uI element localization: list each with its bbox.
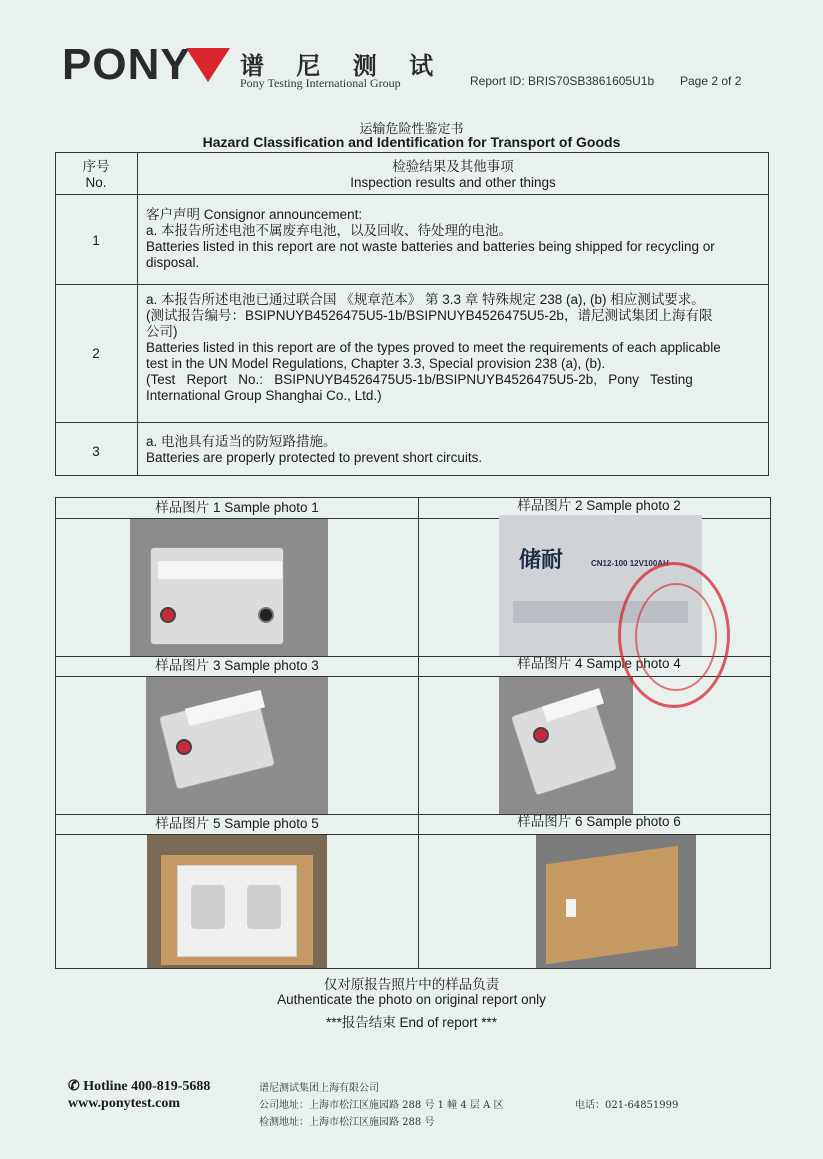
- row-line: a. 电池具有适当的防短路措施。: [146, 434, 337, 449]
- pony-logo-mark: [186, 48, 230, 82]
- photo-caption-1: 样品图片 1 Sample photo 1: [155, 500, 319, 515]
- positive-terminal-icon: [176, 739, 192, 755]
- photo-caption-4: 样品图片 4 Sample photo 4: [517, 656, 681, 671]
- row-number: 3: [92, 444, 100, 459]
- company-seal-inner-ring: [635, 583, 717, 691]
- header-results-en: Inspection results and other things: [350, 175, 556, 190]
- authentication-note-en: Authenticate the photo on original report only: [277, 992, 546, 1007]
- row-line: Batteries listed in this report are of the types proved to meet the requirements of each applicable: [146, 340, 721, 355]
- sample-photo-5: [147, 835, 327, 968]
- hotline-text: Hotline 400-819-5688: [83, 1079, 211, 1094]
- authentication-note-cn: 仅对原报告照片中的样品负责: [323, 977, 500, 992]
- row-line: 公司): [146, 324, 178, 339]
- header-no-en: No.: [85, 175, 107, 190]
- row-number: 2: [92, 346, 100, 361]
- tape-strip: [158, 561, 282, 579]
- grid-divider: [418, 498, 419, 968]
- phone-icon: ✆: [68, 1079, 84, 1094]
- document-title-cn: 运输危险性鉴定书: [359, 121, 464, 136]
- model-label: CN12-100 12V100AH: [591, 559, 669, 568]
- foam-cavity: [247, 885, 281, 929]
- row-line: (测试报告编号：BSIPNUYB4526475U5-1b/BSIPNUYB4526475U5-2b，谱尼测试集团上海有限: [146, 308, 713, 323]
- header-results-cn: 检验结果及其他事项: [392, 159, 514, 174]
- sample-photo-1: [130, 519, 328, 656]
- row-line: Batteries are properly protected to prevent short circuits.: [146, 450, 483, 465]
- logo-chinese-name: 谱 尼 测 试: [240, 51, 446, 80]
- foam-cavity: [191, 885, 225, 929]
- document-title-en: Hazard Classification and Identification for Transport of Goods: [202, 134, 621, 150]
- row-content: [146, 434, 763, 466]
- header-results: [138, 159, 768, 191]
- photo-caption-3: 样品图片 3 Sample photo 3: [155, 658, 319, 673]
- row-line: disposal.: [146, 255, 200, 270]
- brand-label: 储耐: [519, 548, 564, 573]
- row-line: test in the UN Model Regulations, Chapter 3.3, Special provision 238 (a), (b).: [146, 356, 606, 371]
- positive-terminal-icon: [160, 607, 176, 623]
- footer-phone: 电话：021-64851999: [575, 1100, 679, 1111]
- sample-photo-6: [536, 835, 696, 968]
- photo-caption-2: 样品图片 2 Sample photo 2: [517, 498, 681, 513]
- row-line: a. 本报告所述电池不属废弃电池，以及回收、待处理的电池。: [146, 223, 513, 238]
- row-line: (Test Report No.: BSIPNUYB4526475U5-1b/BSIPNUYB4526475U5-2b, Pony Testing: [146, 372, 693, 387]
- sample-photo-3: [146, 677, 328, 814]
- footer-company: 谱尼测试集团上海有限公司: [259, 1083, 379, 1094]
- sample-photo-4: [499, 677, 633, 814]
- website-link[interactable]: www.ponytest.com: [68, 1096, 180, 1111]
- row-line: International Group Shanghai Co., Ltd.): [146, 388, 382, 403]
- logo-english-name: Pony Testing International Group: [240, 76, 401, 90]
- hotline: [68, 1078, 210, 1095]
- photo-caption-6: 样品图片 6 Sample photo 6: [517, 814, 681, 829]
- negative-terminal-icon: [258, 607, 274, 623]
- header-no: [56, 159, 136, 191]
- pony-logo-text: PONY: [62, 40, 191, 89]
- footer-address: 公司地址：上海市松江区施园路 288 号 1 幢 4 层 A 区: [259, 1100, 504, 1111]
- header-no-cn: 序号: [82, 159, 110, 174]
- row-number: 1: [92, 233, 100, 248]
- table-divider: [56, 194, 768, 195]
- row-line: Batteries listed in this report are not waste batteries and batteries being shipped for recycling or: [146, 239, 715, 254]
- table-divider: [56, 284, 768, 285]
- page-number: Page 2 of 2: [680, 74, 742, 88]
- end-of-report: ***报告结束 End of report ***: [325, 1015, 498, 1030]
- company-seal: [618, 562, 730, 708]
- row-content: [146, 292, 763, 404]
- carton-label: [566, 899, 576, 917]
- positive-terminal-icon: [533, 727, 549, 743]
- report-id: Report ID: BRIS70SB3861605U1b: [470, 74, 655, 88]
- results-table: [55, 152, 769, 476]
- photo-caption-5: 样品图片 5 Sample photo 5: [155, 816, 319, 831]
- row-line: 客户声明 Consignor announcement:: [146, 207, 363, 222]
- footer-lab-address: 检测地址：上海市松江区施园路 288 号: [259, 1117, 435, 1128]
- row-content: [146, 207, 763, 271]
- row-line: a. 本报告所述电池已通过联合国 《规章范本》 第 3.3 章 特殊规定 238 (a), (b) 相应测试要求。: [146, 292, 705, 307]
- table-divider: [137, 153, 138, 475]
- table-divider: [56, 422, 768, 423]
